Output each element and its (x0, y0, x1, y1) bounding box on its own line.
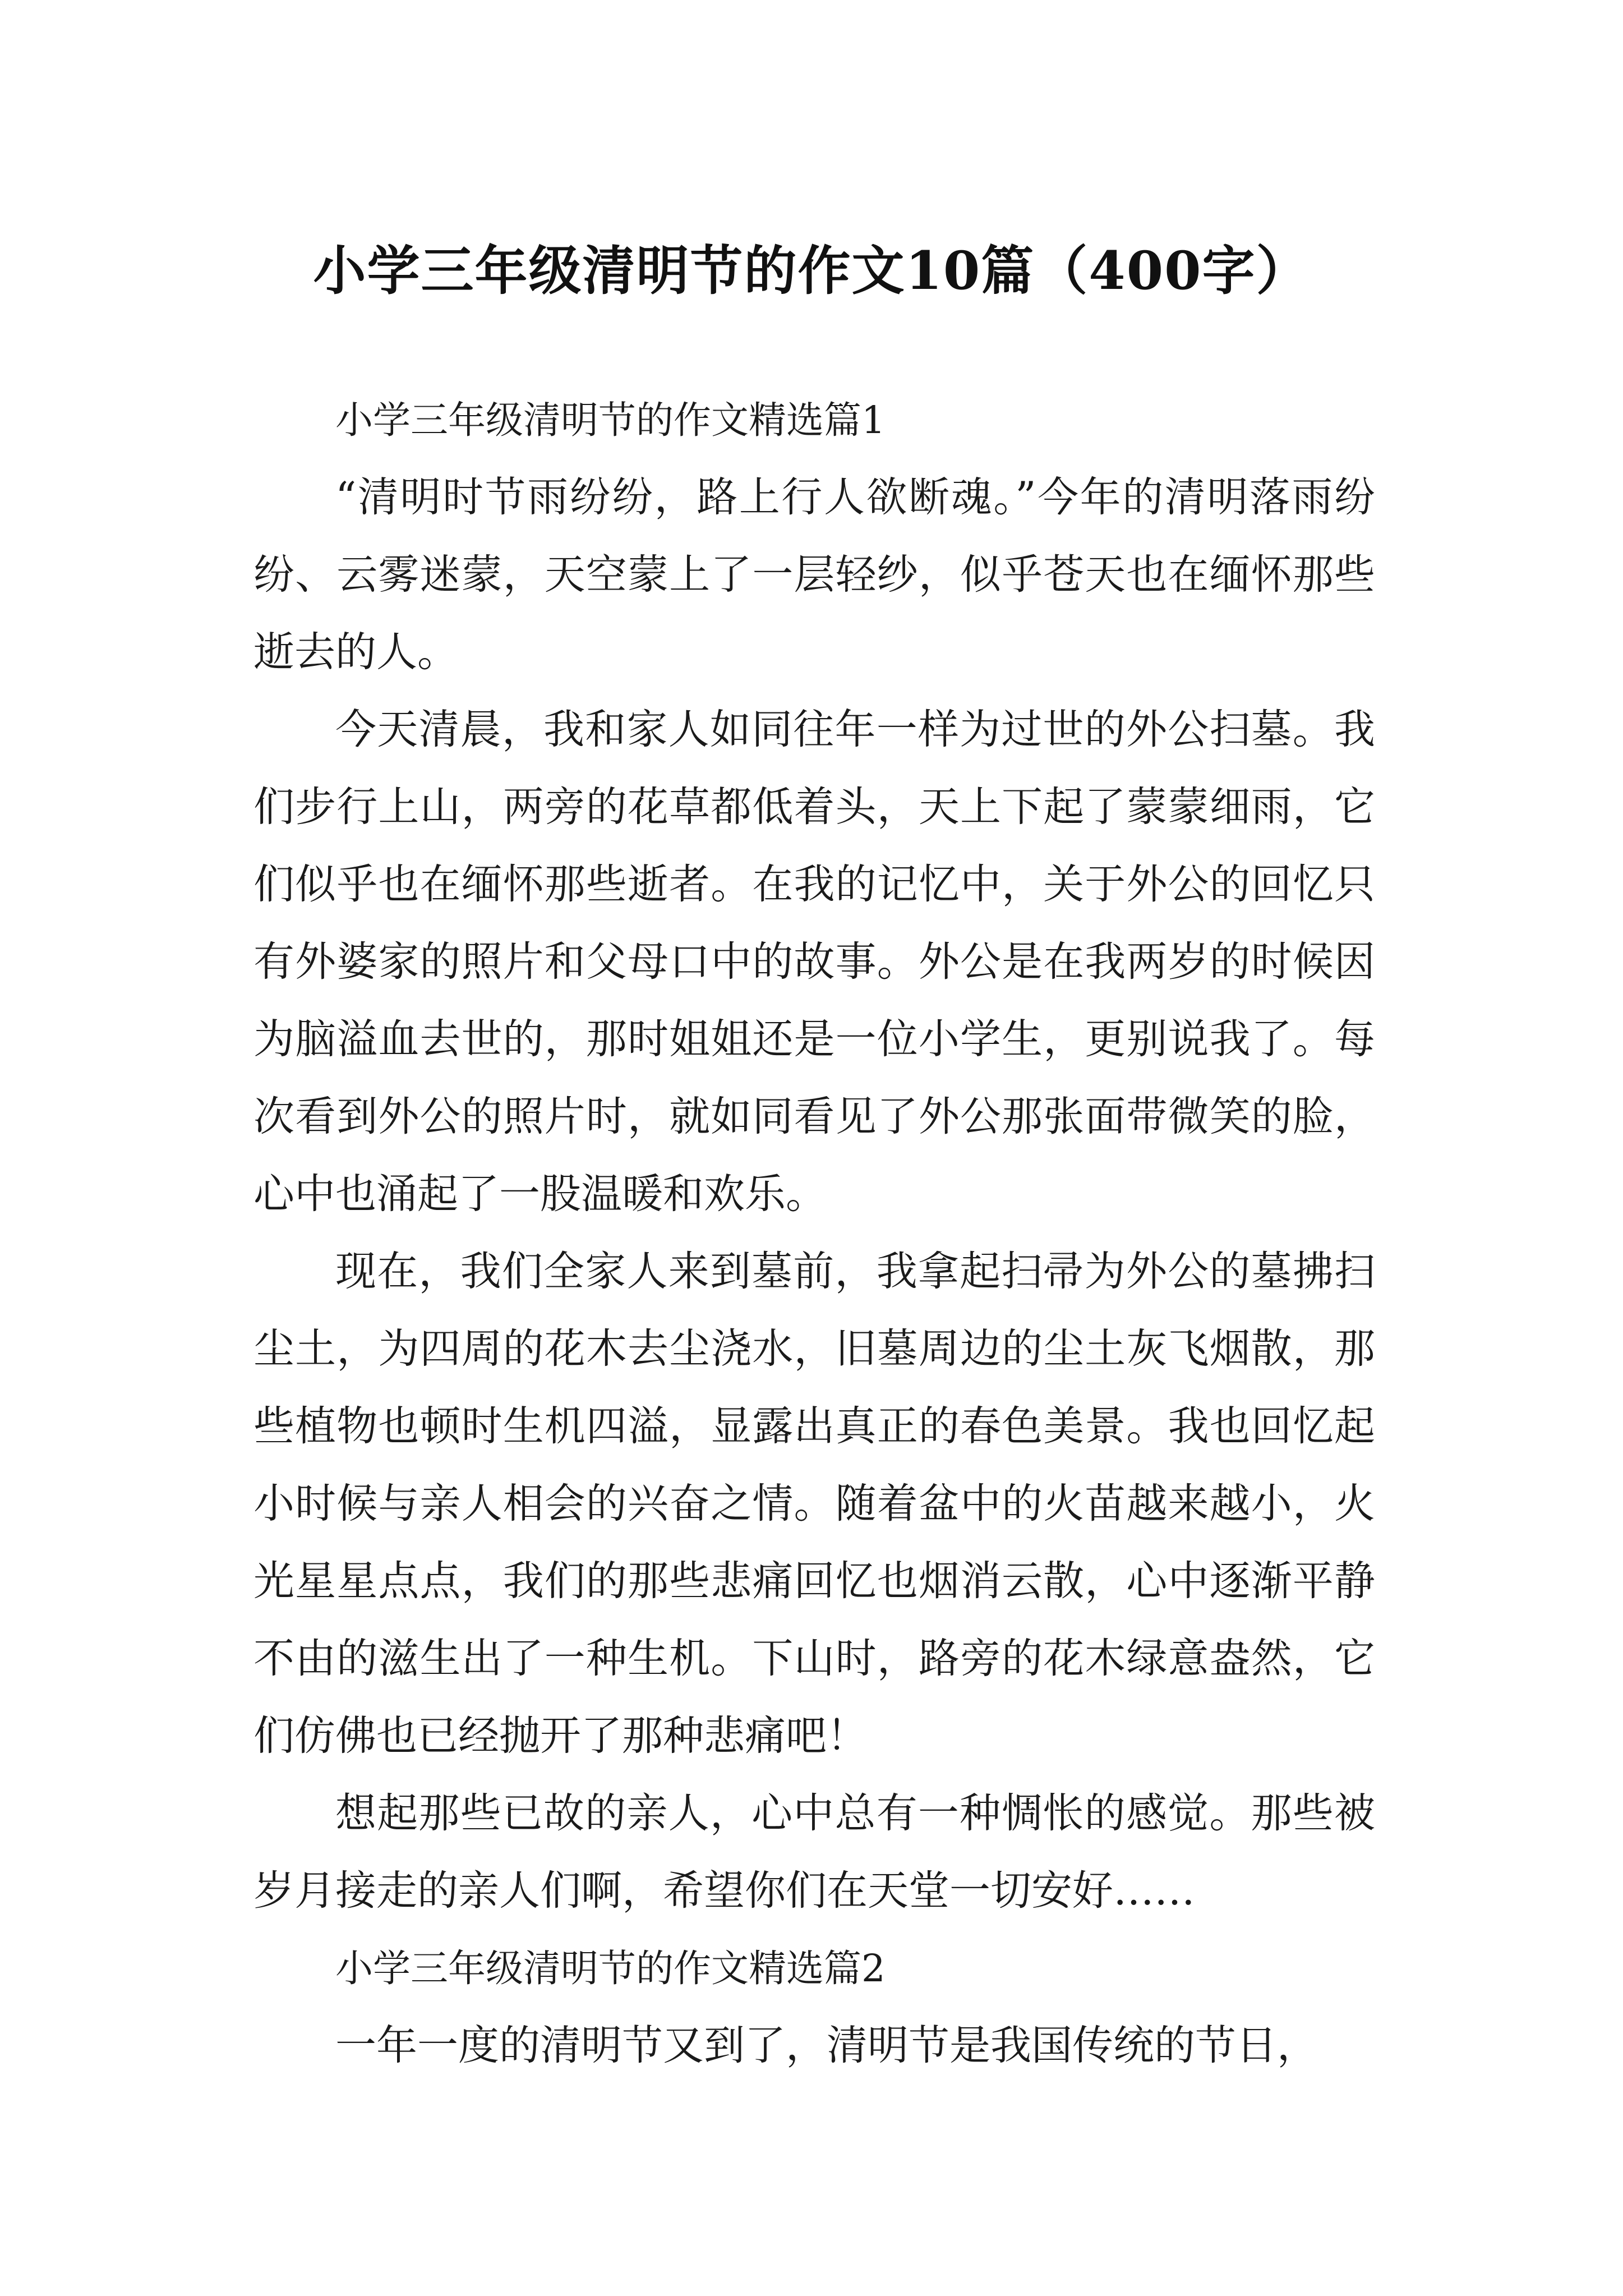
paragraph: 想起那些已故的亲人，心中总有一种惆怅的感觉。那些被岁月接走的亲人们啊，希望你们在天堂一切安好…… (253, 1789, 1375, 1915)
section-heading: 小学三年级清明节的作文精选篇2 (335, 1947, 886, 1990)
paragraph: 今天清晨，我和家人如同往年一样为过世的外公扫墓。我们步行上山，两旁的花草都低着头，天上下起了蒙蒙细雨，它们似乎也在缅怀那些逝者。在我的记忆中，关于外公的回忆只有外婆家的照片和父母口中的故事。外公是在我两岁的时候因为脑溢血去世的，那时姐姐还是一位小学生，更别说我了。每次看到外公的照片时，就如同看见了外公那张面带微笑的脸，心中也涌起了一股温暖和欢乐。 (253, 706, 1375, 1218)
paragraph: “清明时节雨纷纷，路上行人欲断魂。”今年的清明落雨纷纷、云雾迷蒙，天空蒙上了一层轻纱，似乎苍天也在缅怀那些逝去的人。 (253, 473, 1375, 676)
document-body (253, 381, 1375, 2085)
paragraph: 现在，我们全家人来到墓前，我拿起扫帚为外公的墓拂扫尘土，为四周的花木去尘浇水，旧墓周边的尘土灰飞烟散，那些植物也顿时生机四溢，显露出真正的春色美景。我也回忆起小时候与亲人相会的兴奋之情。随着盆中的火苗越来越小，火光星星点点，我们的那些悲痛回忆也烟消云散，心中逐渐平静不由的滋生出了一种生机。下山时，路旁的花木绿意盎然，它们仿佛也已经抛开了那种悲痛吧！ (253, 1248, 1375, 1760)
document-title: 小学三年级清明节的作文10篇（400字） (313, 240, 1310, 302)
paragraph: 一年一度的清明节又到了，清明节是我国传统的节日， (335, 2022, 1318, 2069)
section-heading: 小学三年级清明节的作文精选篇1 (335, 398, 886, 442)
